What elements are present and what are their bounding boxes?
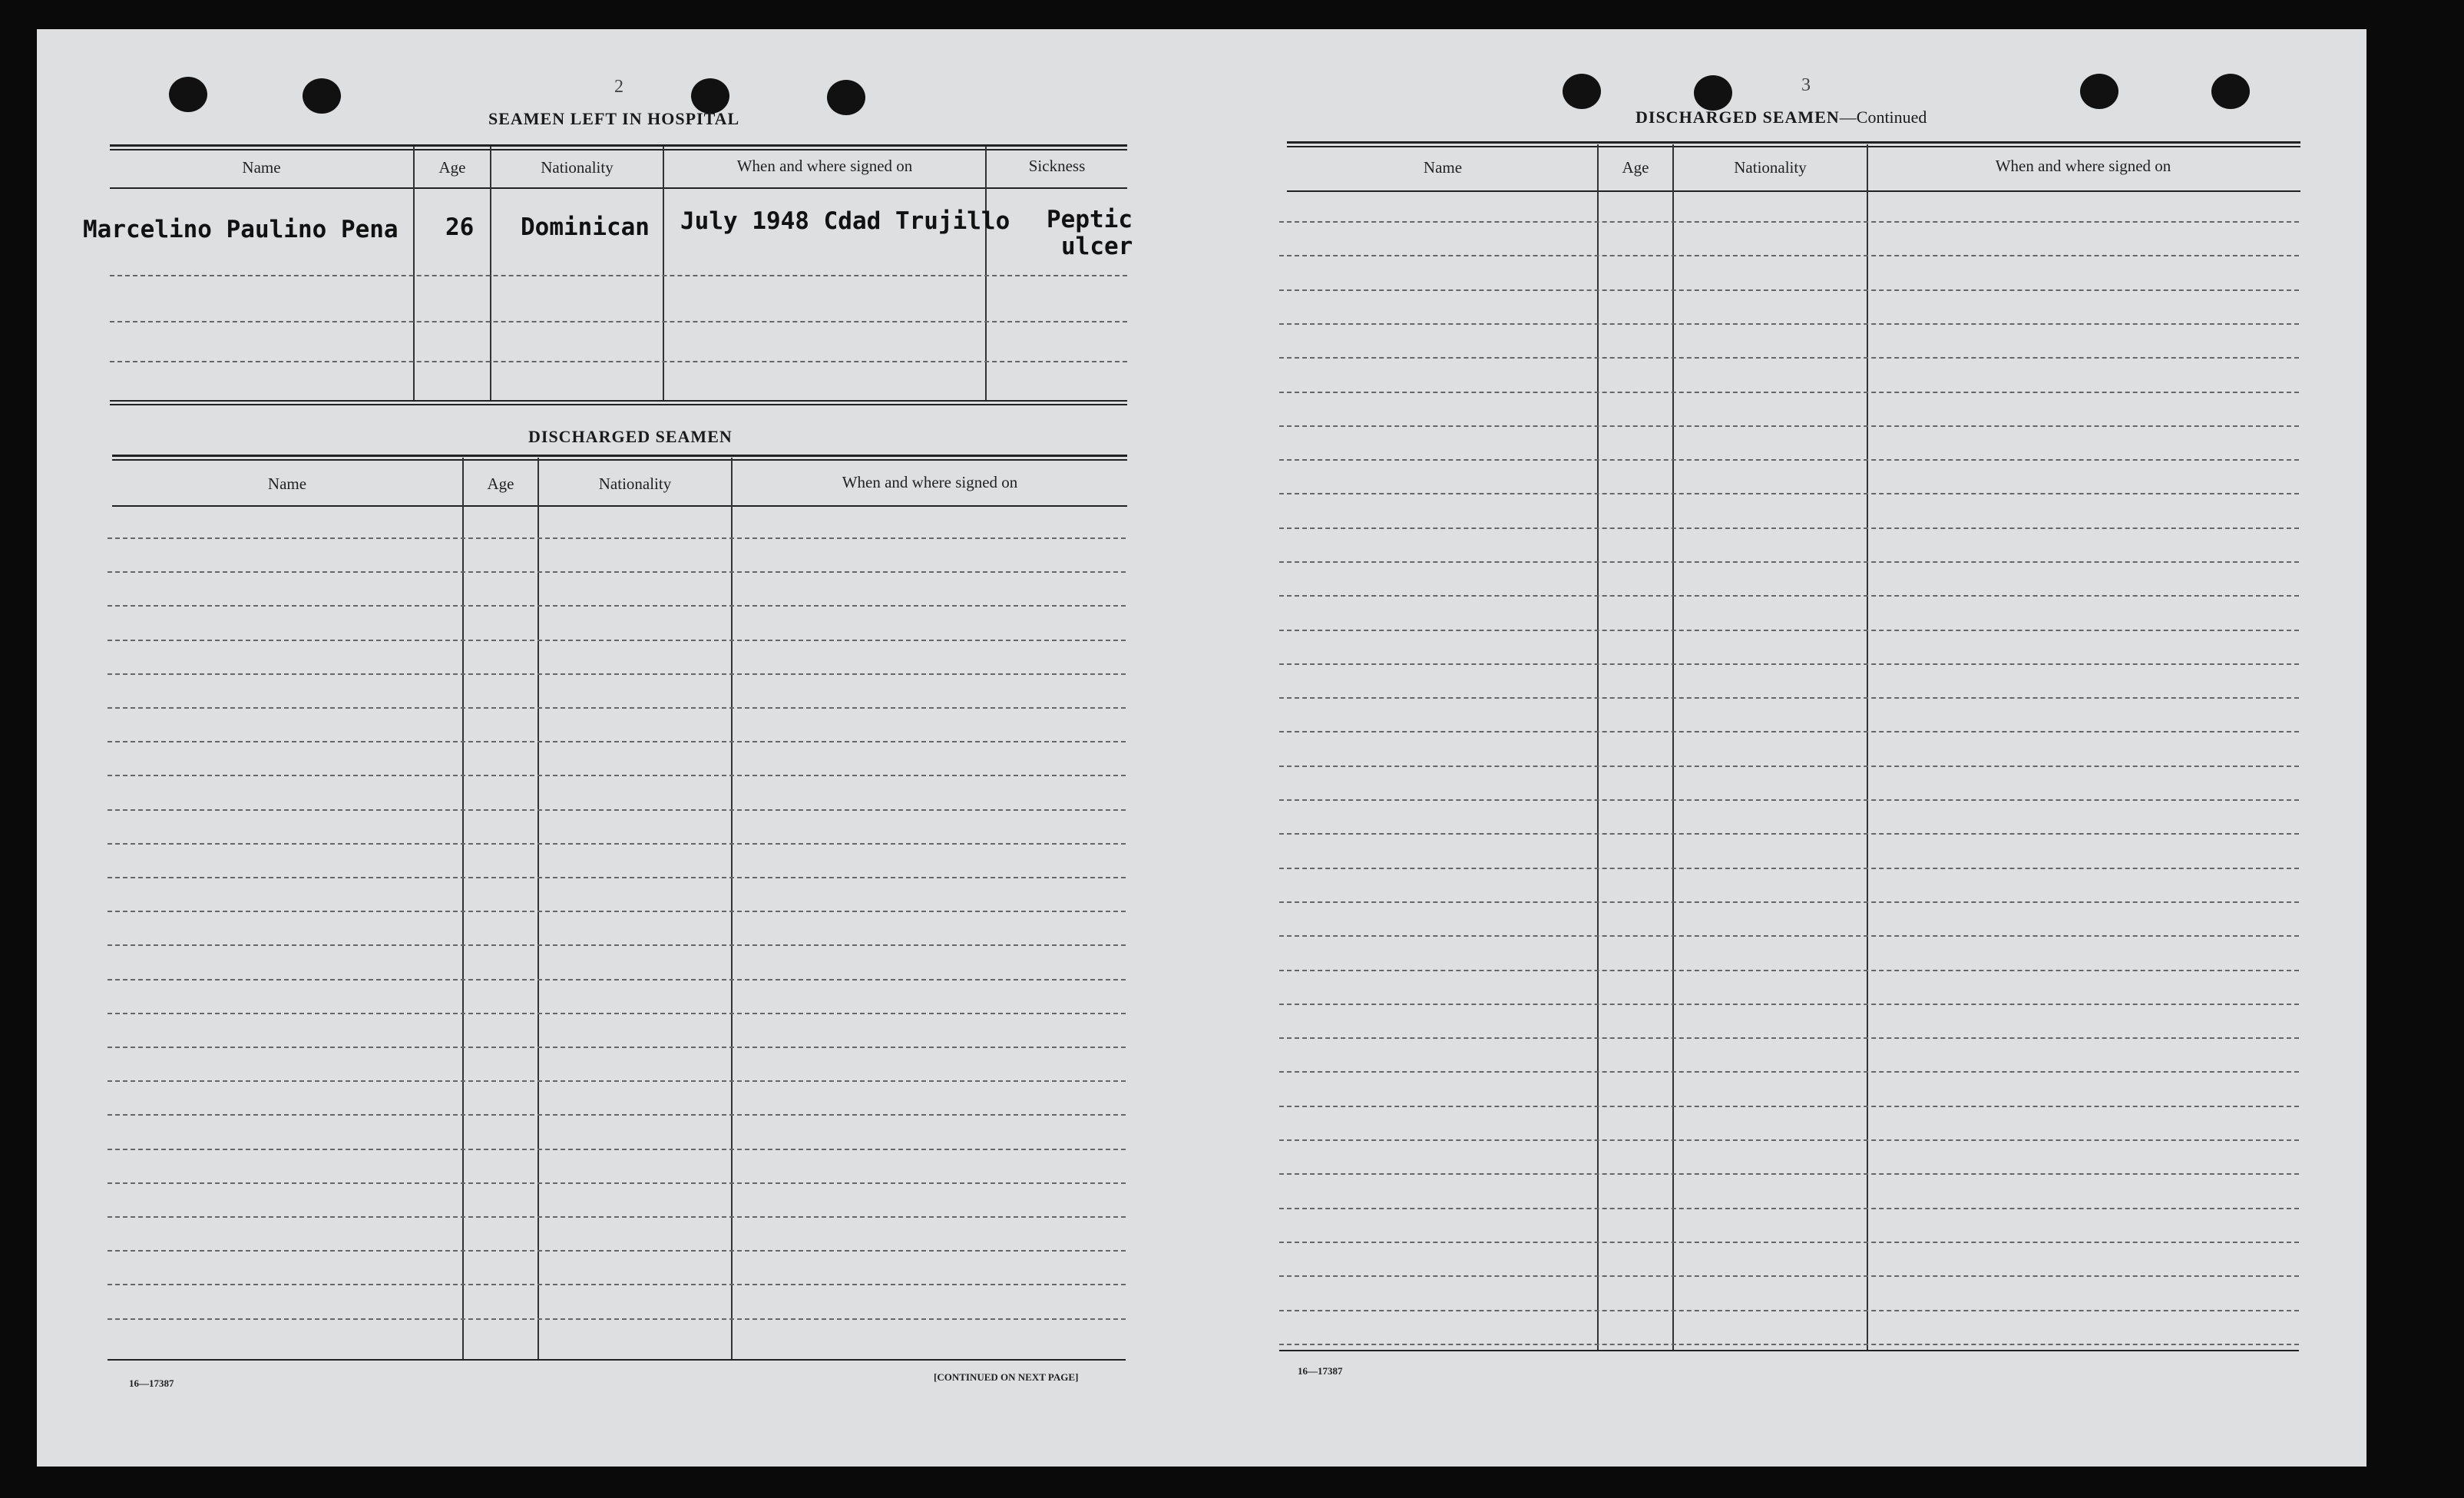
ledger-row-line [1279,663,2299,665]
ledger-row-line [107,1080,1126,1082]
right-header-nationality: Nationality [1734,158,1807,177]
page-number: 3 [1801,75,1811,95]
ledger-row-line [1279,459,2299,461]
hospital-header-name: Name [242,158,281,177]
discharged-header-nationality: Nationality [598,475,672,493]
hospital-header-sickness: Sickness [1028,157,1086,175]
ledger-row-line [1279,731,2299,732]
ledger-row-line [1279,1004,2299,1005]
right-title-main: DISCHARGED SEAMEN [1636,107,1840,127]
hospital-section-title: SEAMEN LEFT IN HOSPITAL [488,109,740,128]
hospital-entry-age: 26 [445,213,475,241]
ledger-row-line [1279,935,2299,937]
hospital-header-signed-on: When and where signed on [736,157,913,175]
ledger-row-line [107,571,1126,573]
ledger-row-line [107,605,1126,607]
ledger-row-line [1279,289,2299,291]
ledger-row-line [1279,595,2299,597]
ledger-row-line [107,1013,1126,1014]
discharged-section-title: DISCHARGED SEAMEN [528,427,733,446]
right-header-signed-on: When and where signed on [1995,157,2171,175]
discharged-table-top-rule [112,455,1127,457]
form-number: 16—17387 [129,1377,174,1389]
discharged-header-age: Age [487,475,514,493]
discharged-table-top-rule-2 [112,459,1127,461]
discharged-header-name: Name [267,475,307,493]
hospital-table-top-rule-2 [110,149,1127,150]
page-number: 2 [614,77,623,97]
discharged-header-rule [112,505,1127,507]
hospital-header-rule [110,187,1127,189]
hospital-table-bottom-rule [110,400,1127,402]
ledger-row-line [107,1216,1126,1218]
right-header-name: Name [1423,158,1463,177]
hospital-entry-sickness-line1: Peptic [1047,206,1133,233]
ledger-row-line [1279,1106,2299,1107]
ledger-row-line [1279,357,2299,359]
ledger-row-line [107,640,1126,641]
ledger-row-line [1279,901,2299,903]
ledger-row-line [1279,1139,2299,1141]
ledger-row-line [1279,630,2299,631]
ledger-row-line [1279,1208,2299,1209]
ledger-row-line [107,1182,1126,1184]
ledger-row-line [107,911,1126,912]
ledger-row-line [1279,392,2299,393]
right-table-top-rule [1287,141,2300,144]
ledger-row-line [107,1318,1126,1320]
form-number: 16—17387 [1298,1365,1343,1377]
right-section-title [1636,107,1927,127]
ledger-row-line [1279,255,2299,256]
hospital-row-line [110,361,1127,362]
hospital-header-age: Age [438,158,466,177]
ledger-row-line [107,944,1126,946]
punch-hole [169,77,207,112]
ledger-row-line [1279,527,2299,529]
document-sheet [37,29,2366,1467]
discharged-col-divider [537,458,539,1359]
right-table-bottom-rule [1279,1350,2299,1351]
ledger-row-line [1279,1173,2299,1175]
right-header-age: Age [1622,158,1649,177]
ledger-row-line [1279,1275,2299,1277]
discharged-col-divider [462,458,464,1359]
ledger-row-line [107,979,1126,980]
ledger-row-line [107,707,1126,709]
punch-hole [2211,74,2250,109]
punch-hole [303,78,341,114]
discharged-table-bottom-rule [107,1359,1126,1361]
punch-hole [1694,75,1732,111]
ledger-row-line [107,1284,1126,1285]
ledger-row-line [1279,561,2299,563]
ledger-row-line [107,673,1126,675]
punch-hole [827,80,865,115]
hospital-header-nationality: Nationality [541,158,614,177]
hospital-entry-sickness-line2: ulcer [1061,233,1133,260]
ledger-row-line [107,741,1126,742]
ledger-row-line [1279,1344,2299,1345]
ledger-row-line [107,843,1126,845]
ledger-row-line [1279,766,2299,767]
right-header-rule [1287,190,2300,192]
discharged-col-divider [731,458,733,1359]
ledger-row-line [1279,323,2299,325]
ledger-row-line [1279,1242,2299,1243]
right-table-top-rule-2 [1287,146,2300,147]
ledger-row-line [1279,833,2299,835]
ledger-row-line [1279,1310,2299,1311]
ledger-row-line [1279,221,2299,223]
ledger-row-line [1279,970,2299,971]
ledger-row-line [107,1149,1126,1150]
hospital-row-line [110,321,1127,322]
punch-hole [2080,74,2118,109]
right-title-continued: —Continued [1839,107,1927,127]
ledger-row-line [1279,697,2299,699]
hospital-table-top-rule [110,144,1127,147]
ledger-row-line [1279,425,2299,427]
ledger-row-line [107,1047,1126,1048]
hospital-row-line [110,275,1127,276]
hospital-entry-signed-on: July 1948 Cdad Trujillo [680,207,1010,235]
hospital-table-bottom-rule-2 [110,404,1127,405]
ledger-row-line [107,877,1126,878]
ledger-row-line [1279,1071,2299,1073]
ledger-row-line [1279,868,2299,869]
right-col-divider [1867,144,1868,1350]
continued-note: [CONTINUED ON NEXT PAGE] [934,1371,1079,1383]
right-col-divider [1672,144,1674,1350]
punch-hole [1563,74,1601,109]
ledger-row-line [107,537,1126,539]
ledger-row-line [107,1114,1126,1116]
right-col-divider [1597,144,1599,1350]
ledger-row-line [107,1250,1126,1252]
ledger-row-line [1279,493,2299,494]
ledger-row-line [107,775,1126,776]
hospital-entry-nationality: Dominican [521,213,650,241]
ledger-row-line [107,809,1126,811]
hospital-entry-name: Marcelino Paulino Pena [83,216,399,243]
discharged-header-signed-on: When and where signed on [842,473,1018,491]
ledger-row-line [1279,799,2299,801]
ledger-row-line [1279,1037,2299,1039]
